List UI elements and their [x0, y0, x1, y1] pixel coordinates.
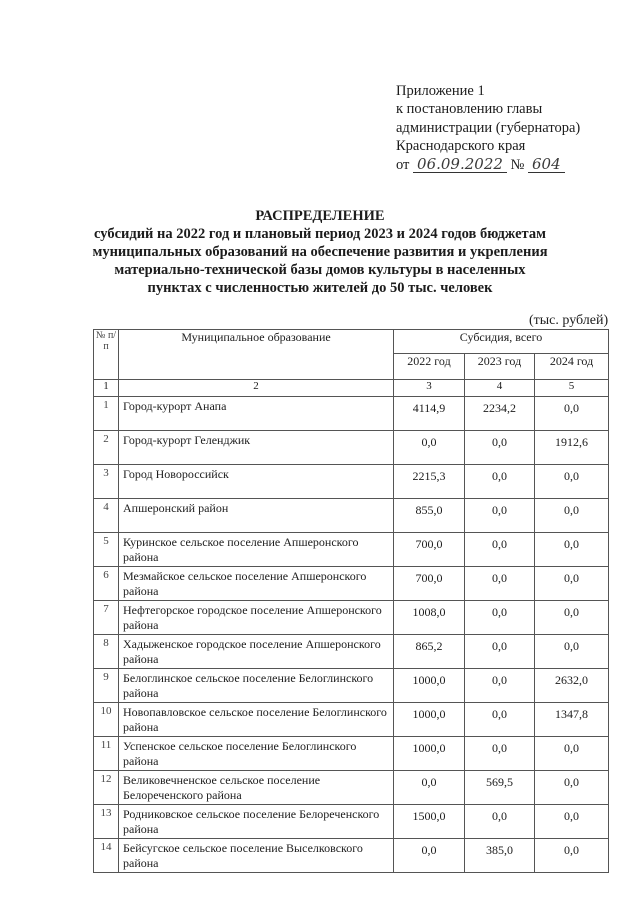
table-row [94, 703, 609, 737]
row-value-2022: 1008,0 [394, 601, 465, 635]
row-value-2022: 700,0 [394, 567, 465, 601]
row-value-2024: 0,0 [535, 839, 609, 873]
row-municipality: Родниковское сельское поселение Белореченского района [119, 805, 394, 839]
row-value-2023: 0,0 [465, 669, 535, 703]
row-municipality: Нефтегорское городское поселение Апшеронского района [119, 601, 394, 635]
row-municipality: Новопавловское сельское поселение Белоглинского района [119, 703, 394, 737]
row-value-2024: 0,0 [535, 533, 609, 567]
units-label: (тыс. рублей) [529, 313, 609, 328]
row-number: 6 [94, 567, 119, 601]
row-value-2023: 2234,2 [465, 397, 535, 431]
row-value-2024: 0,0 [535, 397, 609, 431]
col-number-2: 2 [119, 380, 394, 397]
row-value-2023: 0,0 [465, 703, 535, 737]
table-body [94, 397, 609, 873]
row-value-2022: 2215,3 [394, 465, 465, 499]
row-value-2023: 0,0 [465, 567, 535, 601]
subsidy-table [93, 329, 609, 873]
row-value-2022: 4114,9 [394, 397, 465, 431]
table-row [94, 567, 609, 601]
row-value-2022: 1000,0 [394, 703, 465, 737]
title-line-1: субсидий на 2022 год и плановый период 2023 и 2024 годов бюджетам [94, 226, 546, 242]
row-municipality: Город-курорт Геленджик [119, 431, 394, 465]
title-line-2: муниципальных образований на обеспечение развития и укрепления [92, 244, 548, 260]
header-num: № п/п [94, 330, 119, 380]
row-value-2024: 0,0 [535, 635, 609, 669]
table-row [94, 533, 609, 567]
table-row [94, 431, 609, 465]
row-value-2022: 855,0 [394, 499, 465, 533]
appendix-date-line [396, 156, 636, 174]
row-value-2024: 1347,8 [535, 703, 609, 737]
row-value-2023: 0,0 [465, 499, 535, 533]
row-number: 8 [94, 635, 119, 669]
row-value-2023: 0,0 [465, 635, 535, 669]
row-value-2024: 1912,6 [535, 431, 609, 465]
table-row [94, 839, 609, 873]
row-value-2024: 0,0 [535, 737, 609, 771]
row-value-2024: 0,0 [535, 465, 609, 499]
table-row [94, 771, 609, 805]
appendix-block [396, 82, 636, 174]
row-value-2023: 0,0 [465, 805, 535, 839]
row-number: 11 [94, 737, 119, 771]
table-row [94, 397, 609, 431]
title-heading: РАСПРЕДЕЛЕНИЕ [255, 208, 385, 224]
table-row [94, 669, 609, 703]
col-number-3: 3 [394, 380, 465, 397]
table-row [94, 737, 609, 771]
number-prefix: № [510, 156, 525, 173]
row-value-2023: 0,0 [465, 601, 535, 635]
row-value-2023: 569,5 [465, 771, 535, 805]
header-municipality: Муниципальное образование [119, 330, 394, 380]
row-value-2022: 0,0 [394, 771, 465, 805]
row-value-2022: 1000,0 [394, 737, 465, 771]
row-value-2023: 0,0 [465, 737, 535, 771]
appendix-line-administration: администрации (губернатора) [396, 119, 581, 136]
row-municipality: Успенское сельское поселение Белоглинского района [119, 737, 394, 771]
row-number: 5 [94, 533, 119, 567]
col-number-5: 5 [535, 380, 609, 397]
row-number: 13 [94, 805, 119, 839]
row-number: 3 [94, 465, 119, 499]
table-row [94, 499, 609, 533]
col-number-4: 4 [465, 380, 535, 397]
row-value-2022: 0,0 [394, 431, 465, 465]
row-value-2022: 1500,0 [394, 805, 465, 839]
title-line-4: пунктах с численностью жителей до 50 тыс. человек [147, 280, 493, 296]
appendix-title: Приложение 1 [396, 83, 485, 99]
row-value-2024: 0,0 [535, 771, 609, 805]
row-value-2024: 0,0 [535, 601, 609, 635]
row-value-2024: 0,0 [535, 805, 609, 839]
title-line-3: материально-технической базы домов культуры в населенных [114, 262, 526, 278]
header-year-2022: 2022 год [394, 354, 465, 380]
row-municipality: Апшеронский район [119, 499, 394, 533]
handwritten-number: 604 [528, 156, 565, 173]
row-number: 10 [94, 703, 119, 737]
row-value-2022: 0,0 [394, 839, 465, 873]
table-row [94, 601, 609, 635]
row-municipality: Хадыженское городское поселение Апшеронского района [119, 635, 394, 669]
appendix-line-region: Краснодарского края [396, 138, 526, 155]
row-value-2024: 2632,0 [535, 669, 609, 703]
row-number: 12 [94, 771, 119, 805]
row-municipality: Город Новороссийск [119, 465, 394, 499]
row-value-2023: 0,0 [465, 431, 535, 465]
header-year-2023: 2023 год [465, 354, 535, 380]
row-number: 14 [94, 839, 119, 873]
row-value-2023: 385,0 [465, 839, 535, 873]
row-value-2023: 0,0 [465, 465, 535, 499]
row-value-2024: 0,0 [535, 499, 609, 533]
table-row [94, 465, 609, 499]
table-row [94, 635, 609, 669]
row-number: 2 [94, 431, 119, 465]
header-year-2024: 2024 год [535, 354, 609, 380]
col-number-1: 1 [94, 380, 119, 397]
row-value-2022: 700,0 [394, 533, 465, 567]
row-value-2022: 865,2 [394, 635, 465, 669]
header-subsidy-total: Субсидия, всего [394, 330, 609, 354]
document-title [0, 207, 640, 297]
row-municipality: Бейсугское сельское поселение Выселковского района [119, 839, 394, 873]
row-municipality: Куринское сельское поселение Апшеронского района [119, 533, 394, 567]
row-number: 9 [94, 669, 119, 703]
appendix-line-resolution: к постановлению главы [396, 101, 543, 118]
handwritten-date: 06.09.2022 [413, 156, 507, 173]
row-number: 7 [94, 601, 119, 635]
row-municipality: Белоглинское сельское поселение Белоглинского района [119, 669, 394, 703]
row-value-2023: 0,0 [465, 533, 535, 567]
row-municipality: Мезмайское сельское поселение Апшеронского района [119, 567, 394, 601]
row-number: 4 [94, 499, 119, 533]
row-number: 1 [94, 397, 119, 431]
row-value-2022: 1000,0 [394, 669, 465, 703]
row-municipality: Город-курорт Анапа [119, 397, 394, 431]
table-row [94, 805, 609, 839]
row-municipality: Великовечненское сельское поселение Белореченского района [119, 771, 394, 805]
row-value-2024: 0,0 [535, 567, 609, 601]
date-prefix: от [396, 156, 410, 173]
